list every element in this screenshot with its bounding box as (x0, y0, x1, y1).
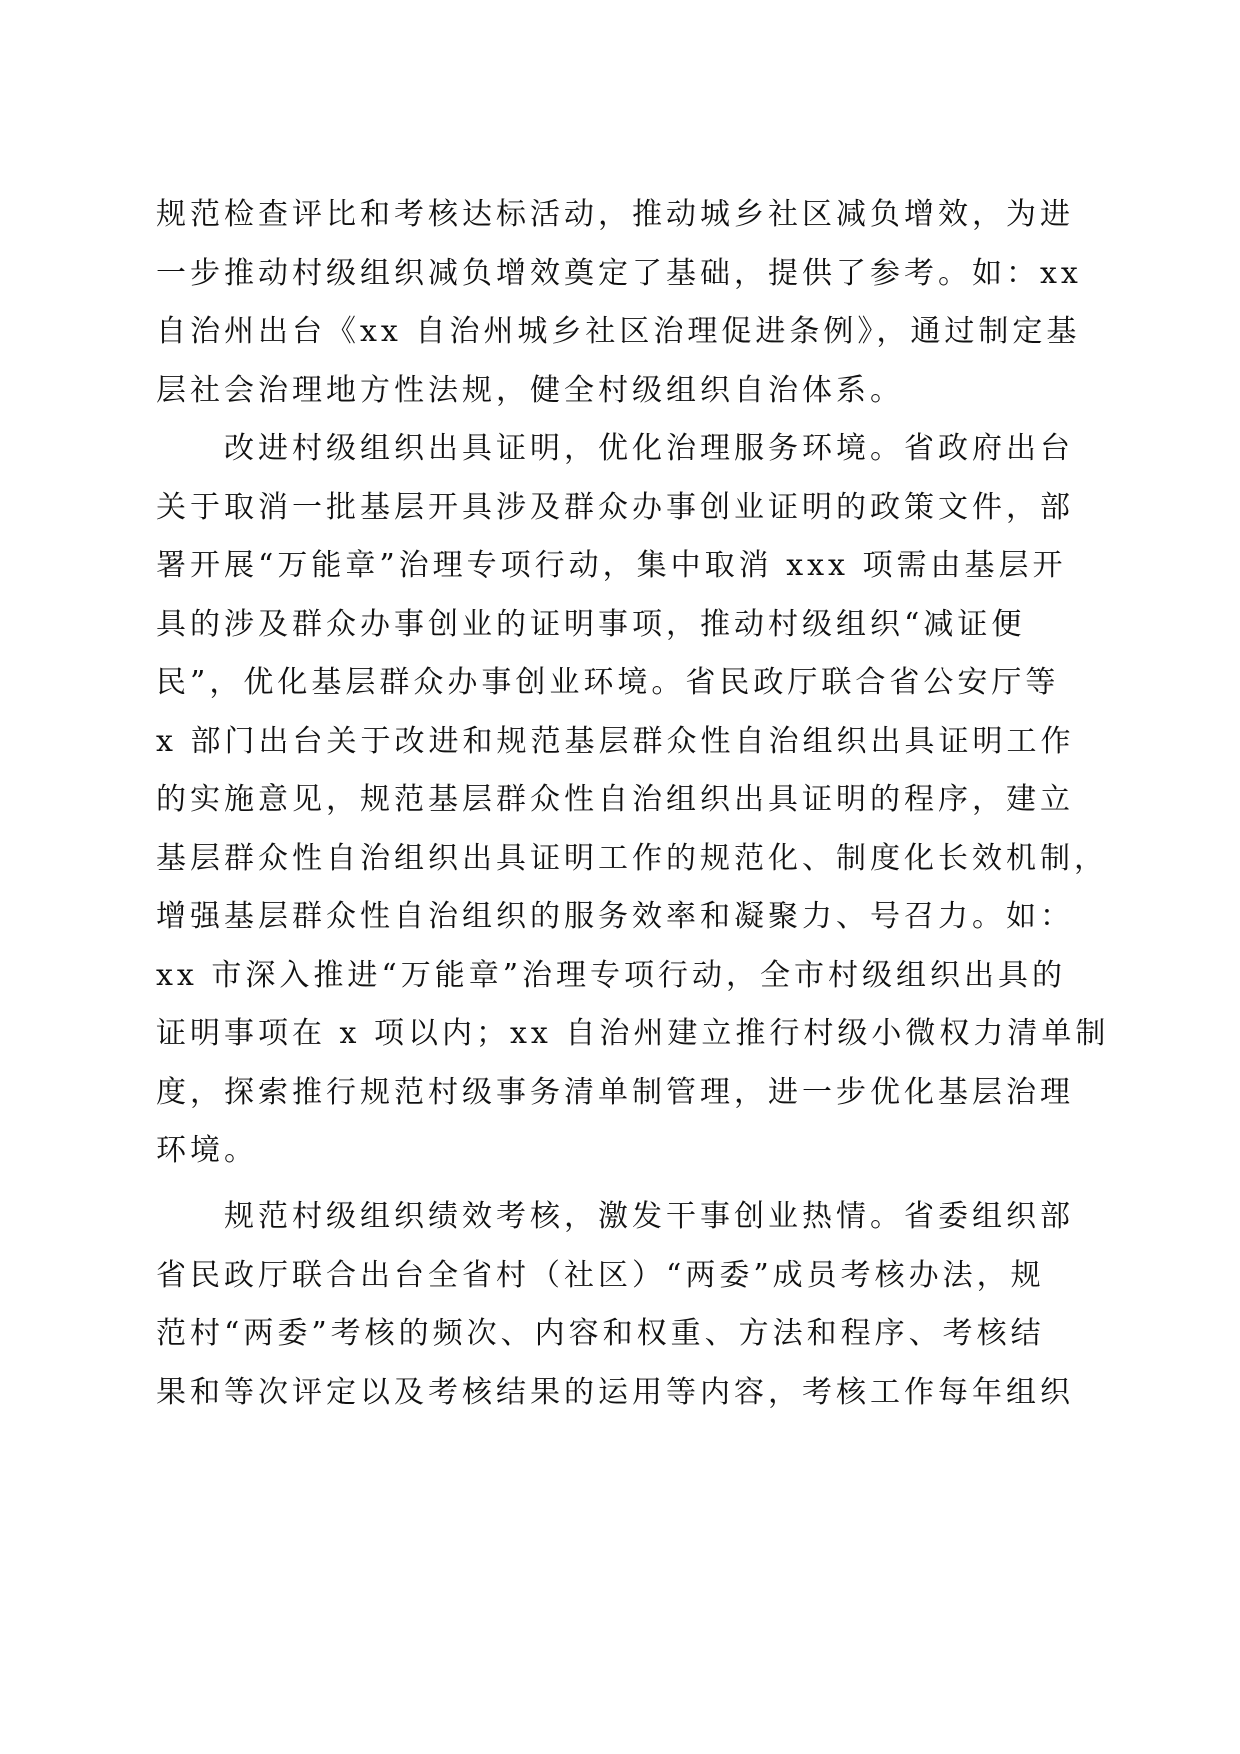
paragraph-heading-line: 改进村级组织出具证明，优化治理服务环境。省政府出台 (224, 431, 1074, 466)
text-line: 范村“两委”考核的频次、内容和权重、方法和程序、考核结 (156, 1316, 1045, 1351)
text-line: 关于取消一批基层开具涉及群众办事创业证明的政策文件，部 (156, 490, 1074, 525)
text-line: 果和等次评定以及考核结果的运用等内容，考核工作每年组织 (156, 1375, 1074, 1410)
text-line: 自治州出台《xx 自治州城乡社区治理促进条例》，通过制定基 (156, 314, 1081, 349)
paragraph-heading-line: 规范村级组织绩效考核，激发干事创业热情。省委组织部 (224, 1199, 1074, 1234)
text-line: 民”，优化基层群众办事创业环境。省民政厅联合省公安厅等 (156, 665, 1060, 700)
text-line: 度，探索推行规范村级事务清单制管理，进一步优化基层治理 (156, 1075, 1074, 1110)
text-line: 层社会治理地方性法规，健全村级组织自治体系。 (156, 373, 904, 408)
text-line: 环境。 (156, 1133, 258, 1168)
text-line: 增强基层群众性自治组织的服务效率和凝聚力、号召力。如： (156, 899, 1074, 934)
text-line: xx 市深入推进“万能章”治理专项行动，全市村级组织出具的 (156, 958, 1067, 993)
text-line: 省民政厅联合出台全省村（社区）“两委”成员考核办法，规 (156, 1258, 1045, 1293)
text-line: 的实施意见，规范基层群众性自治组织出具证明的程序，建立 (156, 782, 1074, 817)
text-line: 署开展“万能章”治理专项行动，集中取消 xxx 项需由基层开 (156, 548, 1067, 583)
text-line: 基层群众性自治组织出具证明工作的规范化、制度化长效机制， (156, 841, 1108, 876)
text-line: 一步推动村级组织减负增效奠定了基础，提供了参考。如：xx (156, 256, 1082, 291)
text-line: 证明事项在 x 项以内；xx 自治州建立推行村级小微权力清单制 (156, 1016, 1110, 1051)
text-line: 具的涉及群众办事创业的证明事项，推动村级组织“减证便 (156, 607, 1026, 642)
text-line: x 部门出台关于改进和规范基层群众性自治组织出具证明工作 (156, 724, 1075, 759)
text-line: 规范检查评比和考核达标活动，推动城乡社区减负增效，为进 (156, 197, 1074, 232)
